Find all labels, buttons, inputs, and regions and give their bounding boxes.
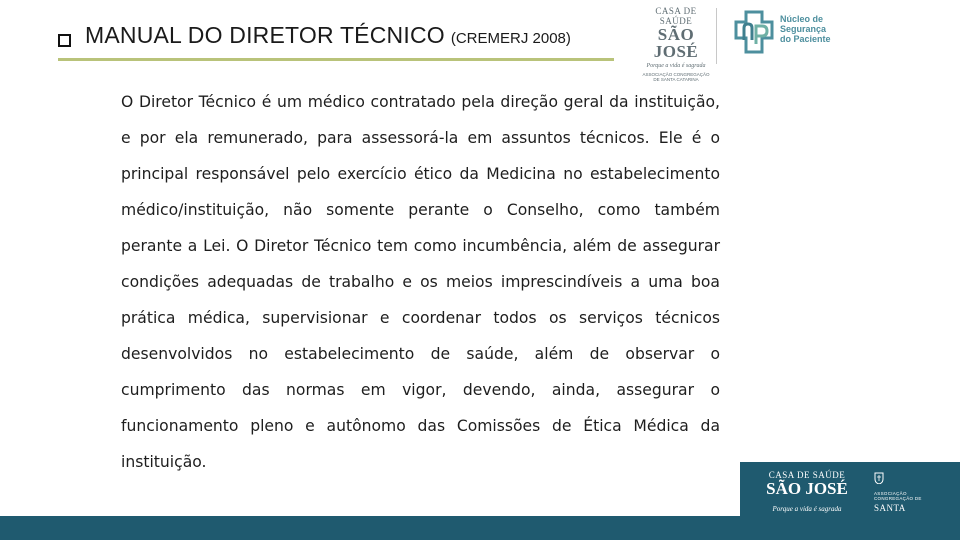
nsp-line-1: Núcleo de — [780, 14, 824, 24]
title-underline — [58, 58, 614, 61]
crest-icon — [874, 472, 884, 484]
footer-assoc-line-3: SANTA — [874, 503, 906, 513]
footer-sj-tagline: Porque a vida é sagrada — [772, 505, 842, 513]
slide-title: MANUAL DO DIRETOR TÉCNICO — [85, 22, 445, 48]
nsp-logo-text — [780, 14, 831, 44]
logo-divider — [716, 8, 717, 64]
slide-title-source: (CREMERJ 2008) — [450, 30, 571, 47]
footer-bar — [0, 516, 960, 540]
checkbox-bullet-icon — [58, 34, 71, 47]
logo-org: ASSOCIAÇÃO CONGREGAÇÃO DE SANTA CATARINA — [642, 72, 710, 82]
logo-tagline: Porque a vida é sagrada — [646, 63, 706, 69]
footer-sao-jose-logo — [766, 470, 848, 513]
footer-assoc-line-2: CONGREGAÇÃO DE — [874, 496, 922, 501]
casa-sao-jose-logo — [640, 6, 712, 82]
nsp-cross-icon — [732, 10, 776, 54]
footer-sj-line-1: CASA DE SAÚDE — [768, 470, 846, 480]
nsp-line-2: Segurança — [780, 24, 827, 34]
logo-line-2: SÃO JOSÉ — [653, 25, 699, 61]
nsp-logo — [732, 10, 842, 56]
footer-logo-panel — [740, 462, 960, 516]
footer-sj-line-2: SÃO JOSÉ — [766, 479, 848, 498]
body-paragraph: O Diretor Técnico é um médico contratado pela direção geral da instituição, e por ela remunerado, para assessorá-la em assuntos técnicos. Ele é o principal responsável pelo exercício ético da Medicina no estabelecimento médico/instituição, não somente perante o Conselho, como também perante a Lei. O Diretor Técnico tem como incumbência, além de assegurar condições adequadas de trabalho e os meios imprescindíveis a uma boa prática médica, supervisionar e coordenar todos os serviços técnicos desenvolvidos no estabelecimento de saúde, além de observar o cumprimento das normas em vigor, devendo, ainda, assegurar o funcionamento pleno e autônomo das Comissões de Ética Médica da instituição. — [121, 93, 720, 471]
slide-header — [58, 22, 571, 56]
footer-assoc-line-1: ASSOCIAÇÃO — [874, 491, 907, 496]
nsp-line-3: do Paciente — [780, 34, 831, 44]
logo-line-1: CASA DE SAÚDE — [655, 6, 697, 26]
